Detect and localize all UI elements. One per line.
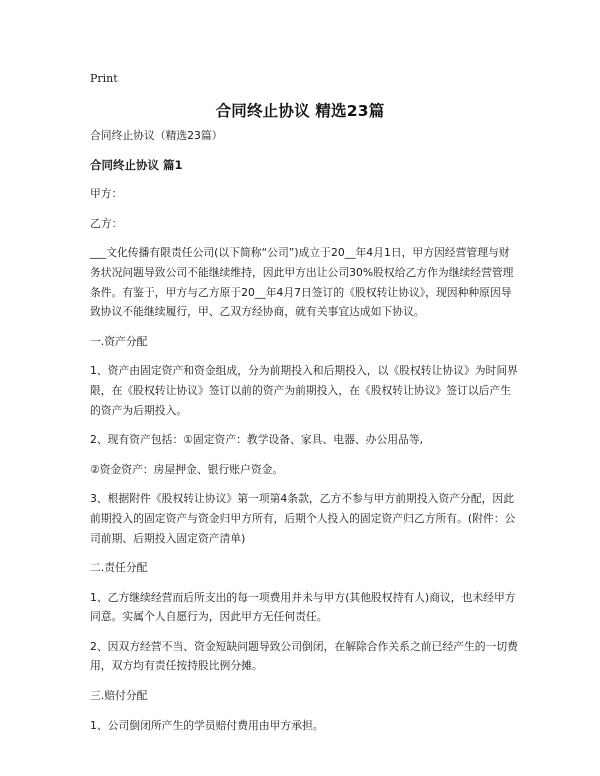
intro-paragraph: ___文化传播有限责任公司(以下简称“公司”)成立于20__年4月1日，甲方因经营管理与财务状况问题导致公司不能继续维持，因此甲方出让公司30%股权给乙方作为继续经营管理条件。有鉴于，甲方与乙方原于20__年4月7日签订的《股权转让协议》，现因种种原因导致协议不能继续履行，甲、乙双方经协商，就有关事宜达成如下协议。	[90, 246, 514, 319]
section-1-paragraph-1: 1、资产由固定资产和资金组成，分为前期投入和后期投入，以《股权转让协议》为时间界限，在《股权转让协议》签订以前的资产为前期投入，在《股权转让协议》签订以后产生的资产为后期投入。	[90, 364, 518, 417]
section-2-paragraph-2: 2、因双方经营不当、资金短缺问题导致公司倒闭，在解除合作关系之前已经产生的一切费用，双方均有责任按持股比例分摊。	[90, 639, 518, 673]
section-1-paragraph-3: ②资金资产：房屋押金、银行账户资金。	[90, 462, 284, 476]
document-subtitle: 合同终止协议（精选23篇）	[90, 129, 223, 142]
party-b-label: 乙方：	[90, 216, 123, 230]
party-a-label: 甲方：	[90, 187, 123, 201]
page-title: 合同终止协议 精选23篇	[215, 102, 385, 120]
section-2-title: 二.责任分配	[90, 561, 148, 575]
section-heading: 合同终止协议 篇1	[90, 157, 183, 172]
section-3-title: 三.赔付分配	[90, 689, 148, 703]
section-1-paragraph-4: 3、根据附件《股权转让协议》第一项第4条款，乙方不参与甲方前期投入资产分配，因此前期投入的固定资产与资金归甲方所有，后期个人投入的固定资产归乙方所有。(附件：公司前期、后期投入固定资产清单)	[90, 492, 516, 545]
section-3-paragraph-1: 1、公司倒闭所产生的学员赔付费用由甲方承担。	[90, 718, 324, 732]
print-label[interactable]: Print	[90, 72, 118, 85]
document-body	[90, 126, 520, 745]
section-1-title: 一.资产分配	[90, 334, 148, 348]
section-2-paragraph-1: 1、乙方继续经营而后所支出的每一项费用并未与甲方(其他股权持有人)商议，也未经甲方同意。实属个人自愿行为，因此甲方无任何责任。	[90, 590, 516, 624]
section-1-paragraph-2: 2、现有资产包括：①固定资产：教学设备、家具、电器、办公用品等,	[90, 433, 424, 447]
